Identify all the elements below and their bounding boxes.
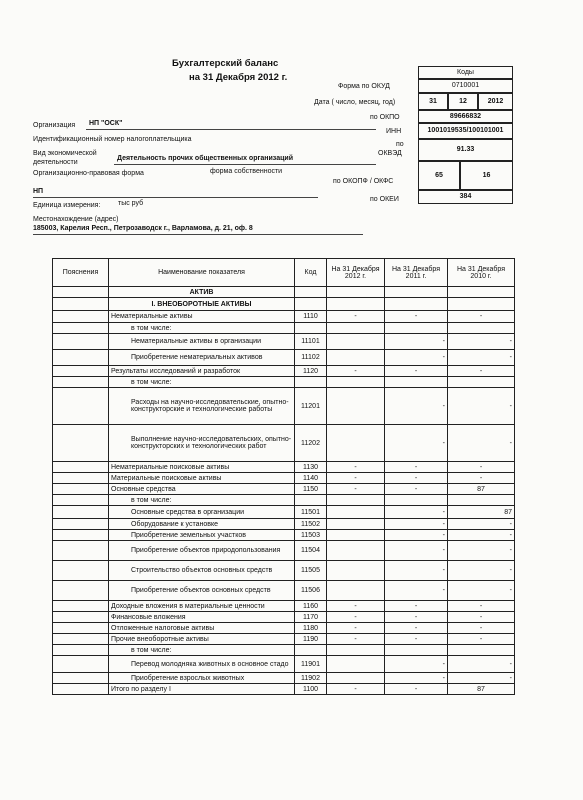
code-cell: 11506: [295, 581, 327, 601]
indicator-name: Приобретение объектов основных средств: [109, 581, 295, 601]
value-2012: [327, 541, 385, 561]
value-2010: -: [448, 473, 515, 484]
value-2011: [385, 287, 448, 298]
value-2010: 87: [448, 684, 515, 695]
document-date: на 31 Декабря 2012 г.: [189, 72, 288, 83]
value-2012: [327, 561, 385, 581]
code-cell: 11102: [295, 350, 327, 366]
table-row: [53, 541, 515, 561]
code-cell: 11503: [295, 530, 327, 541]
notes-cell: [53, 541, 109, 561]
col-2010-header: На 31 Декабря 2010 г.: [448, 259, 515, 287]
okei-label: по ОКЕИ: [370, 196, 399, 203]
col-notes-header: Пояснения: [53, 259, 109, 287]
table-row: [53, 334, 515, 350]
value-2012: -: [327, 366, 385, 377]
col-code-header: Код: [295, 259, 327, 287]
code-cell: 11502: [295, 519, 327, 530]
section-title: I. ВНЕОБОРОТНЫЕ АКТИВЫ: [109, 298, 295, 311]
indicator-name: Отложенные налоговые активы: [109, 623, 295, 634]
value-2010: [448, 377, 515, 388]
code-cell: 1150: [295, 484, 327, 495]
value-2010: -: [448, 612, 515, 623]
value-2010: [448, 323, 515, 334]
section-title: АКТИВ: [109, 287, 295, 298]
date-year: 2012: [478, 93, 513, 110]
code-cell: [295, 298, 327, 311]
activity-label-1: Вид экономической: [33, 150, 97, 157]
indicator-name: Нематериальные активы в организации: [109, 334, 295, 350]
notes-cell: [53, 298, 109, 311]
value-2012: [327, 530, 385, 541]
okved-label-2: ОКВЭД: [378, 150, 402, 157]
table-row: [53, 323, 515, 334]
value-2011: -: [385, 473, 448, 484]
value-2010: -: [448, 530, 515, 541]
address-underline: [33, 234, 363, 235]
legal-form-label: Организационно-правовая форма: [33, 170, 144, 177]
value-2011: -: [385, 519, 448, 530]
value-2011: [385, 298, 448, 311]
code-cell: 1180: [295, 623, 327, 634]
notes-cell: [53, 425, 109, 462]
value-2010: -: [448, 425, 515, 462]
value-2012: [327, 334, 385, 350]
value-2010: -: [448, 634, 515, 645]
table-row: [53, 388, 515, 425]
value-2011: [385, 645, 448, 656]
value-2012: [327, 645, 385, 656]
indicator-name: Нематериальные поисковые активы: [109, 462, 295, 473]
col-2012-header: На 31 Декабря 2012 г.: [327, 259, 385, 287]
indicator-name: Выполнение научно-исследовательских, опытно-конструкторских и технологических работ: [109, 425, 295, 462]
value-2010: -: [448, 388, 515, 425]
table-row: [53, 601, 515, 612]
inn-row-label: Идентификационный номер налогоплательщика: [33, 136, 192, 143]
notes-cell: [53, 366, 109, 377]
value-2012: [327, 388, 385, 425]
value-2011: -: [385, 634, 448, 645]
code-cell: [295, 645, 327, 656]
value-2010: -: [448, 519, 515, 530]
value-2012: [327, 350, 385, 366]
value-2011: -: [385, 541, 448, 561]
table-row: [53, 645, 515, 656]
table-row: [53, 612, 515, 623]
table-row: [53, 673, 515, 684]
value-2010: -: [448, 334, 515, 350]
indicator-name: Строительство объектов основных средств: [109, 561, 295, 581]
table-row: [53, 519, 515, 530]
code-cell: [295, 323, 327, 334]
table-row: [53, 561, 515, 581]
okud-value: 0710001: [418, 79, 513, 93]
notes-cell: [53, 323, 109, 334]
col-2011-header: На 31 Декабря 2011 г.: [385, 259, 448, 287]
notes-cell: [53, 334, 109, 350]
code-cell: [295, 287, 327, 298]
code-cell: 1130: [295, 462, 327, 473]
code-cell: 1160: [295, 601, 327, 612]
notes-cell: [53, 612, 109, 623]
table-row: [53, 495, 515, 506]
value-2011: -: [385, 350, 448, 366]
table-row: [53, 311, 515, 323]
value-2011: -: [385, 425, 448, 462]
notes-cell: [53, 656, 109, 673]
code-cell: 1110: [295, 311, 327, 323]
value-2012: -: [327, 684, 385, 695]
table-header-row: [53, 259, 515, 287]
value-2012: [327, 581, 385, 601]
codes-header: Коды: [418, 66, 513, 79]
indicator-name: Приобретение нематериальных активов: [109, 350, 295, 366]
code-cell: 11201: [295, 388, 327, 425]
table-row: [53, 350, 515, 366]
code-cell: 1170: [295, 612, 327, 623]
address-value: 185003, Карелия Респ., Петрозаводск г., Варламова, д. 21, оф. 8: [33, 225, 253, 232]
table-row: [53, 530, 515, 541]
indicator-name: Материальные поисковые активы: [109, 473, 295, 484]
value-2010: [448, 645, 515, 656]
indicator-name: Расходы на научно-исследовательские, опытно-конструкторские и технологические работы: [109, 388, 295, 425]
notes-cell: [53, 462, 109, 473]
value-2011: -: [385, 612, 448, 623]
indicator-name: Приобретение объектов природопользования: [109, 541, 295, 561]
indicator-name: Прочие внеоборотные активы: [109, 634, 295, 645]
code-cell: 11901: [295, 656, 327, 673]
table-row: [53, 656, 515, 673]
value-2010: -: [448, 581, 515, 601]
notes-cell: [53, 601, 109, 612]
value-2010: [448, 287, 515, 298]
inn-value: 1001019535/100101001: [418, 123, 513, 139]
indicator-name: Приобретение взрослых животных: [109, 673, 295, 684]
value-2010: -: [448, 623, 515, 634]
code-cell: 11505: [295, 561, 327, 581]
code-cell: 1140: [295, 473, 327, 484]
code-cell: 11902: [295, 673, 327, 684]
ownership-label: форма собственности: [210, 168, 283, 175]
value-2010: 87: [448, 484, 515, 495]
document-title: Бухгалтерский баланс: [172, 58, 279, 69]
table-row: [53, 377, 515, 388]
value-2012: -: [327, 473, 385, 484]
value-2010: -: [448, 601, 515, 612]
value-2010: -: [448, 311, 515, 323]
activity-underline: [114, 164, 376, 165]
indicator-name: Финансовые вложения: [109, 612, 295, 623]
date-day: 31: [418, 93, 448, 110]
code-cell: 11504: [295, 541, 327, 561]
value-2010: -: [448, 350, 515, 366]
notes-cell: [53, 473, 109, 484]
unit-value: тыс руб: [118, 200, 144, 207]
code-cell: 1100: [295, 684, 327, 695]
unit-label: Единица измерения:: [33, 202, 101, 209]
value-2012: [327, 495, 385, 506]
notes-cell: [53, 623, 109, 634]
value-2012: [327, 656, 385, 673]
value-2011: -: [385, 561, 448, 581]
code-cell: 11202: [295, 425, 327, 462]
code-cell: [295, 495, 327, 506]
value-2010: 87: [448, 506, 515, 519]
value-2011: -: [385, 530, 448, 541]
indicator-name: в том числе:: [109, 495, 295, 506]
value-2010: -: [448, 656, 515, 673]
indicator-name: Результаты исследований и разработок: [109, 366, 295, 377]
value-2011: -: [385, 462, 448, 473]
value-2012: -: [327, 612, 385, 623]
table-row: [53, 684, 515, 695]
section-row: [53, 298, 515, 311]
table-row: [53, 425, 515, 462]
legal-form-underline: [33, 197, 318, 198]
okei-value: 384: [418, 190, 513, 204]
value-2011: -: [385, 673, 448, 684]
indicator-name: в том числе:: [109, 323, 295, 334]
value-2012: -: [327, 462, 385, 473]
okud-label: Форма по ОКУД: [338, 83, 390, 90]
value-2011: -: [385, 656, 448, 673]
value-2012: [327, 377, 385, 388]
table-row: [53, 462, 515, 473]
value-2012: -: [327, 623, 385, 634]
table-row: [53, 634, 515, 645]
value-2011: -: [385, 601, 448, 612]
notes-cell: [53, 684, 109, 695]
table-row: [53, 623, 515, 634]
notes-cell: [53, 530, 109, 541]
notes-cell: [53, 673, 109, 684]
indicator-name: Основные средства в организации: [109, 506, 295, 519]
notes-cell: [53, 519, 109, 530]
notes-cell: [53, 506, 109, 519]
value-2012: -: [327, 634, 385, 645]
okpo-value: 89666832: [418, 110, 513, 123]
notes-cell: [53, 350, 109, 366]
inn-label: ИНН: [386, 128, 402, 135]
balance-table: [52, 258, 515, 695]
notes-cell: [53, 484, 109, 495]
value-2012: [327, 506, 385, 519]
table-row: [53, 484, 515, 495]
okfs-value: 16: [460, 161, 513, 190]
okved-label-1: по: [396, 141, 404, 148]
value-2011: -: [385, 388, 448, 425]
value-2010: -: [448, 366, 515, 377]
notes-cell: [53, 311, 109, 323]
value-2012: [327, 519, 385, 530]
okopf-label: по ОКОПФ / ОКФС: [333, 178, 394, 185]
code-cell: 11101: [295, 334, 327, 350]
code-cell: 1120: [295, 366, 327, 377]
value-2012: [327, 425, 385, 462]
org-name: НП "ОСК": [89, 120, 123, 127]
table-body: [53, 287, 515, 695]
notes-cell: [53, 645, 109, 656]
date-label: Дата ( число, месяц, год): [314, 99, 396, 106]
value-2011: [385, 377, 448, 388]
okpo-label: по ОКПО: [370, 114, 400, 121]
value-2010: -: [448, 561, 515, 581]
notes-cell: [53, 377, 109, 388]
okopf-value: 65: [418, 161, 460, 190]
value-2011: -: [385, 334, 448, 350]
value-2011: [385, 495, 448, 506]
indicator-name: Приобретение земельных участков: [109, 530, 295, 541]
code-cell: 11501: [295, 506, 327, 519]
org-label: Организация: [33, 122, 76, 129]
code-cell: [295, 377, 327, 388]
notes-cell: [53, 561, 109, 581]
section-row: [53, 287, 515, 298]
notes-cell: [53, 634, 109, 645]
notes-cell: [53, 388, 109, 425]
value-2010: -: [448, 673, 515, 684]
value-2011: -: [385, 623, 448, 634]
value-2010: [448, 495, 515, 506]
org-underline: [86, 129, 376, 130]
value-2011: -: [385, 484, 448, 495]
value-2012: [327, 298, 385, 311]
value-2012: [327, 673, 385, 684]
value-2010: [448, 298, 515, 311]
value-2012: -: [327, 601, 385, 612]
activity-value: Деятельность прочих общественных организаций: [117, 155, 293, 162]
value-2010: -: [448, 462, 515, 473]
indicator-name: Перевод молодняка животных в основное стадо: [109, 656, 295, 673]
table-row: [53, 473, 515, 484]
indicator-name: Оборудование к установке: [109, 519, 295, 530]
value-2011: -: [385, 684, 448, 695]
notes-cell: [53, 495, 109, 506]
value-2012: -: [327, 484, 385, 495]
legal-form-value: НП: [33, 188, 44, 195]
okved-value: 91.33: [418, 139, 513, 161]
value-2012: [327, 287, 385, 298]
indicator-name: Доходные вложения в материальные ценности: [109, 601, 295, 612]
indicator-name: в том числе:: [109, 377, 295, 388]
indicator-name: Основные средства: [109, 484, 295, 495]
indicator-name: в том числе:: [109, 645, 295, 656]
value-2012: -: [327, 311, 385, 323]
col-name-header: Наименование показателя: [109, 259, 295, 287]
indicator-name: Итого по разделу I: [109, 684, 295, 695]
value-2011: [385, 323, 448, 334]
notes-cell: [53, 581, 109, 601]
value-2011: -: [385, 581, 448, 601]
value-2011: -: [385, 506, 448, 519]
table-row: [53, 581, 515, 601]
date-month: 12: [448, 93, 478, 110]
table-row: [53, 506, 515, 519]
code-cell: 1190: [295, 634, 327, 645]
table-row: [53, 366, 515, 377]
value-2011: -: [385, 366, 448, 377]
value-2012: [327, 323, 385, 334]
address-label: Местонахождение (адрес): [33, 216, 119, 223]
indicator-name: Нематериальные активы: [109, 311, 295, 323]
value-2011: -: [385, 311, 448, 323]
notes-cell: [53, 287, 109, 298]
activity-label-2: деятельности: [33, 159, 78, 166]
value-2010: -: [448, 541, 515, 561]
